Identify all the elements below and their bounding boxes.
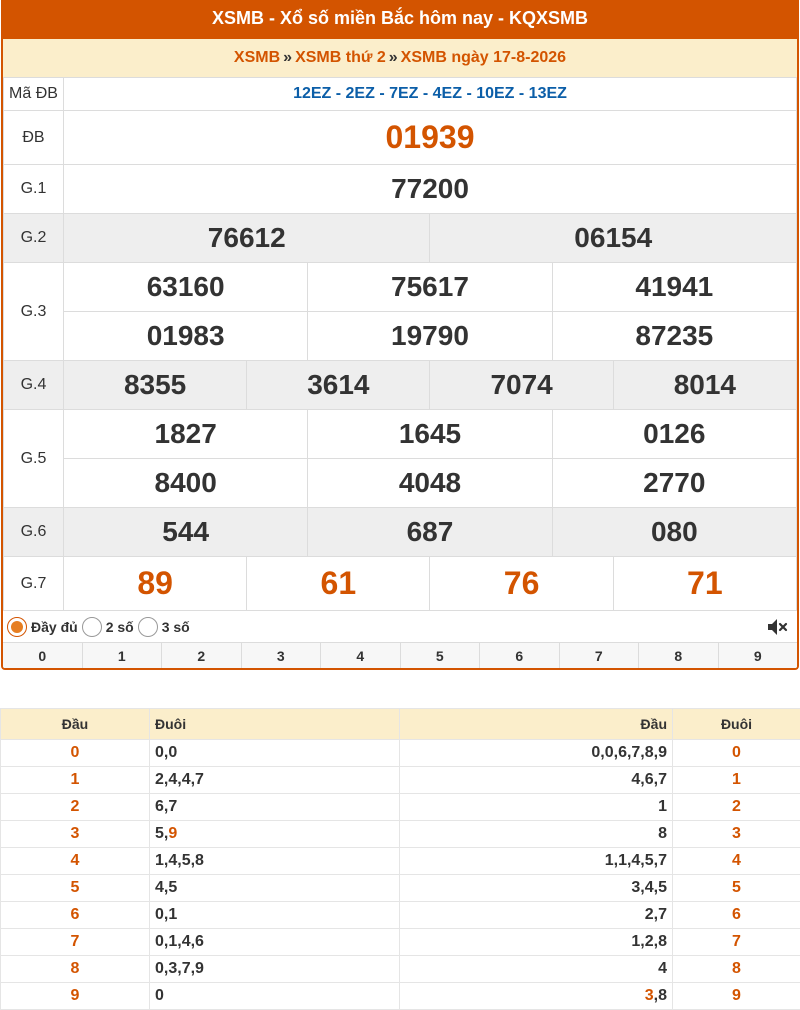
digit-filter-5[interactable]: 5 <box>401 643 481 670</box>
prize-number: 1645 <box>308 410 552 459</box>
g5-row <box>4 459 797 508</box>
duoi-digit: 1 <box>673 767 800 794</box>
dau-digit: 5 <box>1 875 150 902</box>
prize-number: 4048 <box>308 459 552 508</box>
duoi-values: 0 <box>150 983 400 1010</box>
prize-number: 19790 <box>308 312 552 361</box>
special-prize-number: 01939 <box>64 111 797 165</box>
digit-filter-6[interactable]: 6 <box>480 643 560 670</box>
db-label: ĐB <box>4 111 64 165</box>
duoi-values: 0,1,4,6 <box>150 929 400 956</box>
prize-number: 544 <box>64 508 308 557</box>
duoi-values: 4,5 <box>150 875 400 902</box>
duoi-values: 0,3,7,9 <box>150 956 400 983</box>
dau-digit: 4 <box>1 848 150 875</box>
table-header-row <box>1 709 800 740</box>
prize-number: 41941 <box>552 263 796 312</box>
prize-number: 080 <box>552 508 796 557</box>
dau-digit: 1 <box>1 767 150 794</box>
option-label: Đầy đủ <box>31 618 78 635</box>
radio-icon <box>82 617 102 637</box>
results-card <box>1 0 799 670</box>
option-label: 2 số <box>105 618 134 635</box>
g1-row <box>4 165 797 214</box>
g3-label: G.3 <box>4 263 64 361</box>
dau-value-text: ,8 <box>653 987 667 1004</box>
duoi-digit: 6 <box>673 902 800 929</box>
g4-row <box>4 361 797 410</box>
prize-number: 06154 <box>430 214 797 263</box>
prize-number: 0126 <box>552 410 796 459</box>
breadcrumb-separator: » <box>388 49 398 66</box>
radio-selected-icon <box>7 617 27 637</box>
column-header-dau: Đầu <box>400 709 673 740</box>
duoi-digit: 0 <box>673 740 800 767</box>
dau-digit: 2 <box>1 794 150 821</box>
digit-filter-3[interactable]: 3 <box>242 643 322 670</box>
prize-number: 687 <box>308 508 552 557</box>
duoi-digit: 3 <box>673 821 800 848</box>
table-row <box>1 767 800 794</box>
page-title: XSMB - Xổ số miền Bắc hôm nay - KQXSMB <box>3 0 797 39</box>
g4-label: G.4 <box>4 361 64 410</box>
digit-filter <box>3 643 797 670</box>
duoi-value-highlight: 9 <box>168 825 178 842</box>
prize-number: 2770 <box>552 459 796 508</box>
duoi-values: 6,7 <box>150 794 400 821</box>
duoi-digit: 9 <box>673 983 800 1010</box>
dau-value-highlight: 3 <box>644 987 654 1004</box>
duoi-digit: 5 <box>673 875 800 902</box>
dau-duoi-table <box>0 708 800 1010</box>
prize-number: 75617 <box>308 263 552 312</box>
prize-number: 3614 <box>247 361 430 410</box>
duoi-values: 0,0 <box>150 740 400 767</box>
breadcrumb-xsmb-thu-2[interactable]: XSMB thứ 2 <box>295 49 386 66</box>
prize-number: 89 <box>64 557 247 611</box>
dau-digit: 0 <box>1 740 150 767</box>
dau-values: 4,6,7 <box>400 767 673 794</box>
g6-row <box>4 508 797 557</box>
option-label: 3 số <box>161 618 190 635</box>
prize-number: 87235 <box>552 312 796 361</box>
results-table <box>3 77 797 611</box>
table-row <box>1 740 800 767</box>
madb-label: Mã ĐB <box>4 78 64 111</box>
dau-values: 0,0,6,7,8,9 <box>400 740 673 767</box>
g3-row <box>4 263 797 312</box>
dau-digit: 8 <box>1 956 150 983</box>
prize-number: 77200 <box>64 165 797 214</box>
madb-row <box>4 78 797 111</box>
table-row <box>1 794 800 821</box>
prize-number: 8014 <box>613 361 796 410</box>
prize-number: 76 <box>430 557 613 611</box>
digit-filter-7[interactable]: 7 <box>560 643 640 670</box>
dau-digit: 7 <box>1 929 150 956</box>
dau-digit: 9 <box>1 983 150 1010</box>
table-row <box>1 929 800 956</box>
breadcrumb-xsmb[interactable]: XSMB <box>233 49 281 66</box>
g7-label: G.7 <box>4 557 64 611</box>
duoi-values: 2,4,4,7 <box>150 767 400 794</box>
dau-digit: 6 <box>1 902 150 929</box>
prize-number: 01983 <box>64 312 308 361</box>
table-row <box>1 848 800 875</box>
speaker-mute-icon[interactable] <box>765 615 789 639</box>
option-3-digit-radio[interactable] <box>138 617 190 637</box>
table-row <box>1 902 800 929</box>
dau-digit: 3 <box>1 821 150 848</box>
breadcrumb <box>3 39 797 77</box>
db-row <box>4 111 797 165</box>
dau-values: 1,1,4,5,7 <box>400 848 673 875</box>
duoi-digit: 7 <box>673 929 800 956</box>
column-header-duoi: Đuôi <box>150 709 400 740</box>
g3-row <box>4 312 797 361</box>
dau-values: 1,2,8 <box>400 929 673 956</box>
table-row <box>1 821 800 848</box>
column-header-duoi: Đuôi <box>673 709 800 740</box>
prize-number: 71 <box>613 557 796 611</box>
g5-row <box>4 410 797 459</box>
prize-number: 8355 <box>64 361 247 410</box>
digit-filter-0[interactable]: 0 <box>3 643 83 670</box>
table-row <box>1 875 800 902</box>
table-row <box>1 983 800 1010</box>
prize-number: 8400 <box>64 459 308 508</box>
breadcrumb-separator: » <box>283 49 293 66</box>
g1-label: G.1 <box>4 165 64 214</box>
dau-values: 2,7 <box>400 902 673 929</box>
digit-filter-8[interactable]: 8 <box>639 643 719 670</box>
display-options <box>3 611 797 643</box>
madb-value: 12EZ - 2EZ - 7EZ - 4EZ - 10EZ - 13EZ <box>64 78 797 111</box>
digit-filter-4[interactable]: 4 <box>321 643 401 670</box>
option-full-radio[interactable] <box>7 617 78 637</box>
digit-filter-2[interactable]: 2 <box>162 643 242 670</box>
duoi-values: 0,1 <box>150 902 400 929</box>
dau-values: 3,4,5 <box>400 875 673 902</box>
dau-values: 8 <box>400 821 673 848</box>
dau-values: 1 <box>400 794 673 821</box>
dau-values: 4 <box>400 956 673 983</box>
prize-number: 1827 <box>64 410 308 459</box>
option-2-digit-radio[interactable] <box>82 617 134 637</box>
prize-number: 7074 <box>430 361 613 410</box>
digit-filter-1[interactable]: 1 <box>83 643 163 670</box>
dau-values <box>400 983 673 1010</box>
duoi-digit: 8 <box>673 956 800 983</box>
radio-icon <box>138 617 158 637</box>
g7-row <box>4 557 797 611</box>
column-header-dau: Đầu <box>1 709 150 740</box>
digit-filter-9[interactable]: 9 <box>719 643 798 670</box>
duoi-digit: 2 <box>673 794 800 821</box>
duoi-values <box>150 821 400 848</box>
prize-number: 76612 <box>64 214 430 263</box>
duoi-digit: 4 <box>673 848 800 875</box>
table-row <box>1 956 800 983</box>
duoi-values: 1,4,5,8 <box>150 848 400 875</box>
g6-label: G.6 <box>4 508 64 557</box>
g5-label: G.5 <box>4 410 64 508</box>
g2-row <box>4 214 797 263</box>
prize-number: 61 <box>247 557 430 611</box>
duoi-value-text: 5, <box>155 825 169 842</box>
g2-label: G.2 <box>4 214 64 263</box>
breadcrumb-xsmb-date[interactable]: XSMB ngày 17-8-2026 <box>400 49 567 66</box>
prize-number: 63160 <box>64 263 308 312</box>
